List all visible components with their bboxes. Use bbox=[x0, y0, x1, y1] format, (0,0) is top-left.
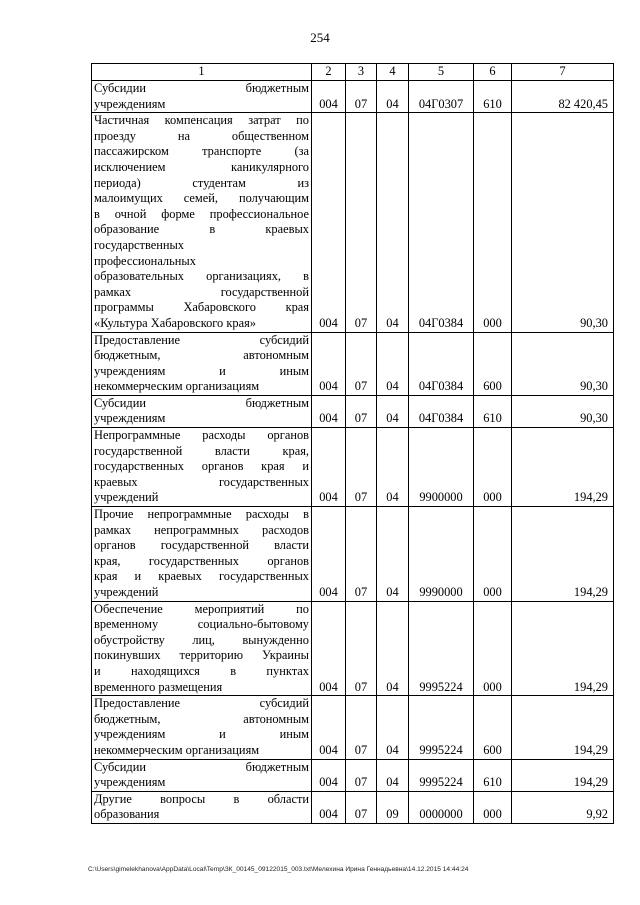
ministry-code-cell: 004 bbox=[312, 428, 346, 507]
expense-type-cell: 000 bbox=[474, 113, 512, 332]
target-article-cell: 04Г0384 bbox=[409, 395, 474, 427]
expense-name-line: рамках непрограммных расходов bbox=[94, 522, 309, 537]
subsection-code-cell: 04 bbox=[377, 507, 409, 602]
expense-name-line: учреждений bbox=[94, 490, 159, 505]
ministry-code-cell: 004 bbox=[312, 696, 346, 759]
expense-name-line: образование в краевых bbox=[94, 222, 309, 237]
target-article-cell: 9995224 bbox=[409, 696, 474, 759]
expense-name-line: рамках государственной bbox=[94, 284, 309, 299]
expense-name-line: и находящихся в пунктах bbox=[94, 663, 309, 678]
expense-type-cell: 610 bbox=[474, 759, 512, 791]
expense-name-line: временному социально-бытовому bbox=[94, 617, 309, 632]
expense-type-cell: 610 bbox=[474, 395, 512, 427]
expense-name-line: государственных bbox=[94, 237, 185, 252]
amount-cell: 194,29 bbox=[512, 601, 614, 696]
target-article-cell: 9995224 bbox=[409, 601, 474, 696]
expense-name-line: покинувших территорию Украины bbox=[94, 648, 309, 663]
expense-name-line: Другие вопросы в области bbox=[94, 791, 309, 806]
ministry-code-cell: 004 bbox=[312, 601, 346, 696]
expense-type-cell: 000 bbox=[474, 507, 512, 602]
expense-type-cell: 600 bbox=[474, 332, 512, 395]
expense-name-line: Субсидии бюджетным bbox=[94, 759, 309, 774]
section-code-cell: 07 bbox=[346, 759, 377, 791]
expense-name-line: учреждениям и иным bbox=[94, 363, 309, 378]
table-row bbox=[92, 81, 614, 113]
header-cell: 7 bbox=[512, 64, 614, 81]
ministry-code-cell: 004 bbox=[312, 81, 346, 113]
section-code-cell: 07 bbox=[346, 791, 377, 823]
expense-name-line: Предоставление субсидий bbox=[94, 696, 309, 711]
expense-name-line: Прочие непрограммные расходы в bbox=[94, 507, 309, 522]
table-row bbox=[92, 696, 614, 759]
expense-name-line: учреждениям bbox=[94, 96, 166, 111]
expense-name-line: малоимущих семей, получающим bbox=[94, 191, 309, 206]
expense-name-line: государственной власти края, bbox=[94, 443, 309, 458]
section-code-cell: 07 bbox=[346, 601, 377, 696]
table-header-row bbox=[92, 64, 614, 81]
section-code-cell: 07 bbox=[346, 395, 377, 427]
table-row bbox=[92, 601, 614, 696]
table-row bbox=[92, 791, 614, 823]
expense-name-line: исключением каникулярного bbox=[94, 159, 309, 174]
amount-cell: 194,29 bbox=[512, 507, 614, 602]
header-cell: 5 bbox=[409, 64, 474, 81]
expense-name-line: органов государственной власти bbox=[94, 538, 309, 553]
expense-name-line: бюджетным, автономным bbox=[94, 711, 309, 726]
table-row bbox=[92, 759, 614, 791]
subsection-code-cell: 04 bbox=[377, 696, 409, 759]
expense-name-cell bbox=[92, 81, 312, 113]
header-cell: 2 bbox=[312, 64, 346, 81]
expense-name-line: Частичная компенсация затрат по bbox=[94, 113, 309, 128]
header-cell: 6 bbox=[474, 64, 512, 81]
amount-cell: 82 420,45 bbox=[512, 81, 614, 113]
ministry-code-cell: 004 bbox=[312, 507, 346, 602]
target-article-cell: 04Г0384 bbox=[409, 113, 474, 332]
expense-name-cell bbox=[92, 791, 312, 823]
subsection-code-cell: 04 bbox=[377, 428, 409, 507]
expense-name-cell bbox=[92, 113, 312, 332]
target-article-cell: 04Г0307 bbox=[409, 81, 474, 113]
ministry-code-cell: 004 bbox=[312, 332, 346, 395]
expense-name-cell bbox=[92, 759, 312, 791]
header-cell: 4 bbox=[377, 64, 409, 81]
subsection-code-cell: 04 bbox=[377, 759, 409, 791]
expense-name-line: профессиональных bbox=[94, 253, 196, 268]
amount-cell: 194,29 bbox=[512, 428, 614, 507]
subsection-code-cell: 09 bbox=[377, 791, 409, 823]
section-code-cell: 07 bbox=[346, 507, 377, 602]
expense-name-cell bbox=[92, 507, 312, 602]
page-number: 254 bbox=[310, 30, 330, 45]
section-code-cell: 07 bbox=[346, 81, 377, 113]
subsection-code-cell: 04 bbox=[377, 332, 409, 395]
ministry-code-cell: 004 bbox=[312, 791, 346, 823]
expense-name-line: Субсидии бюджетным bbox=[94, 395, 309, 410]
target-article-cell: 9900000 bbox=[409, 428, 474, 507]
table-row bbox=[92, 507, 614, 602]
amount-cell: 194,29 bbox=[512, 759, 614, 791]
expense-name-line: образовательных организациях, в bbox=[94, 269, 309, 284]
expense-type-cell: 600 bbox=[474, 696, 512, 759]
amount-cell: 194,29 bbox=[512, 696, 614, 759]
expense-name-line: учреждениям bbox=[94, 411, 166, 426]
subsection-code-cell: 04 bbox=[377, 113, 409, 332]
expense-name-line: пассажирском транспорте (за bbox=[94, 144, 309, 159]
target-article-cell: 9990000 bbox=[409, 507, 474, 602]
subsection-code-cell: 04 bbox=[377, 81, 409, 113]
amount-cell: 90,30 bbox=[512, 332, 614, 395]
expense-name-line: временного размещения bbox=[94, 679, 223, 694]
expense-name-line: некоммерческим организациям bbox=[94, 379, 260, 394]
expense-name-line: учреждениям bbox=[94, 775, 166, 790]
file-path-footer: C:\Users\gimelekhanova\AppData\Local\Temp\ЗК_00145_09122015_003.txt\Мелехина Ирина Геннадьевна\14.12.2015 14:44:24 bbox=[88, 866, 469, 873]
table-row bbox=[92, 395, 614, 427]
section-code-cell: 07 bbox=[346, 332, 377, 395]
expense-name-cell bbox=[92, 332, 312, 395]
section-code-cell: 07 bbox=[346, 113, 377, 332]
amount-cell: 90,30 bbox=[512, 113, 614, 332]
expense-name-line: в очной форме профессиональное bbox=[94, 206, 309, 221]
amount-cell: 90,30 bbox=[512, 395, 614, 427]
expense-name-line: программы Хабаровского края bbox=[94, 300, 309, 315]
expense-name-line: «Культура Хабаровского края» bbox=[94, 315, 256, 330]
table-row bbox=[92, 113, 614, 332]
amount-cell: 9,92 bbox=[512, 791, 614, 823]
expense-name-line: Обеспечение мероприятий по bbox=[94, 601, 309, 616]
ministry-code-cell: 004 bbox=[312, 113, 346, 332]
expense-name-line: Предоставление субсидий bbox=[94, 332, 309, 347]
expense-name-line: некоммерческим организациям bbox=[94, 742, 260, 757]
expense-name-line: образования bbox=[94, 807, 160, 822]
expense-type-cell: 000 bbox=[474, 791, 512, 823]
subsection-code-cell: 04 bbox=[377, 601, 409, 696]
header-cell: 1 bbox=[92, 64, 312, 81]
header-cell: 3 bbox=[346, 64, 377, 81]
target-article-cell: 04Г0384 bbox=[409, 332, 474, 395]
expense-type-cell: 000 bbox=[474, 601, 512, 696]
section-code-cell: 07 bbox=[346, 696, 377, 759]
ministry-code-cell: 004 bbox=[312, 759, 346, 791]
expense-name-cell bbox=[92, 601, 312, 696]
ministry-code-cell: 004 bbox=[312, 395, 346, 427]
expense-name-line: обустройству лиц, вынужденно bbox=[94, 632, 309, 647]
table-row bbox=[92, 428, 614, 507]
expense-name-line: государственных органов края и bbox=[94, 459, 309, 474]
expense-name-line: бюджетным, автономным bbox=[94, 348, 309, 363]
expense-name-line: края и краевых государственных bbox=[94, 569, 309, 584]
target-article-cell: 0000000 bbox=[409, 791, 474, 823]
expense-type-cell: 000 bbox=[474, 428, 512, 507]
expense-name-cell bbox=[92, 428, 312, 507]
section-code-cell: 07 bbox=[346, 428, 377, 507]
expense-name-line: периода) студентам из bbox=[94, 175, 309, 190]
expense-name-line: учреждениям и иным bbox=[94, 727, 309, 742]
budget-table bbox=[91, 63, 614, 824]
expense-type-cell: 610 bbox=[474, 81, 512, 113]
expense-name-line: Субсидии бюджетным bbox=[94, 81, 309, 95]
table-row bbox=[92, 332, 614, 395]
expense-name-line: проезду на общественном bbox=[94, 128, 309, 143]
expense-name-line: учреждений bbox=[94, 585, 159, 599]
target-article-cell: 9995224 bbox=[409, 759, 474, 791]
expense-name-line: Непрограммные расходы органов bbox=[94, 428, 309, 443]
expense-name-line: края, государственных органов bbox=[94, 553, 309, 568]
expense-name-cell bbox=[92, 696, 312, 759]
expense-name-cell bbox=[92, 395, 312, 427]
subsection-code-cell: 04 bbox=[377, 395, 409, 427]
expense-name-line: краевых государственных bbox=[94, 474, 309, 489]
